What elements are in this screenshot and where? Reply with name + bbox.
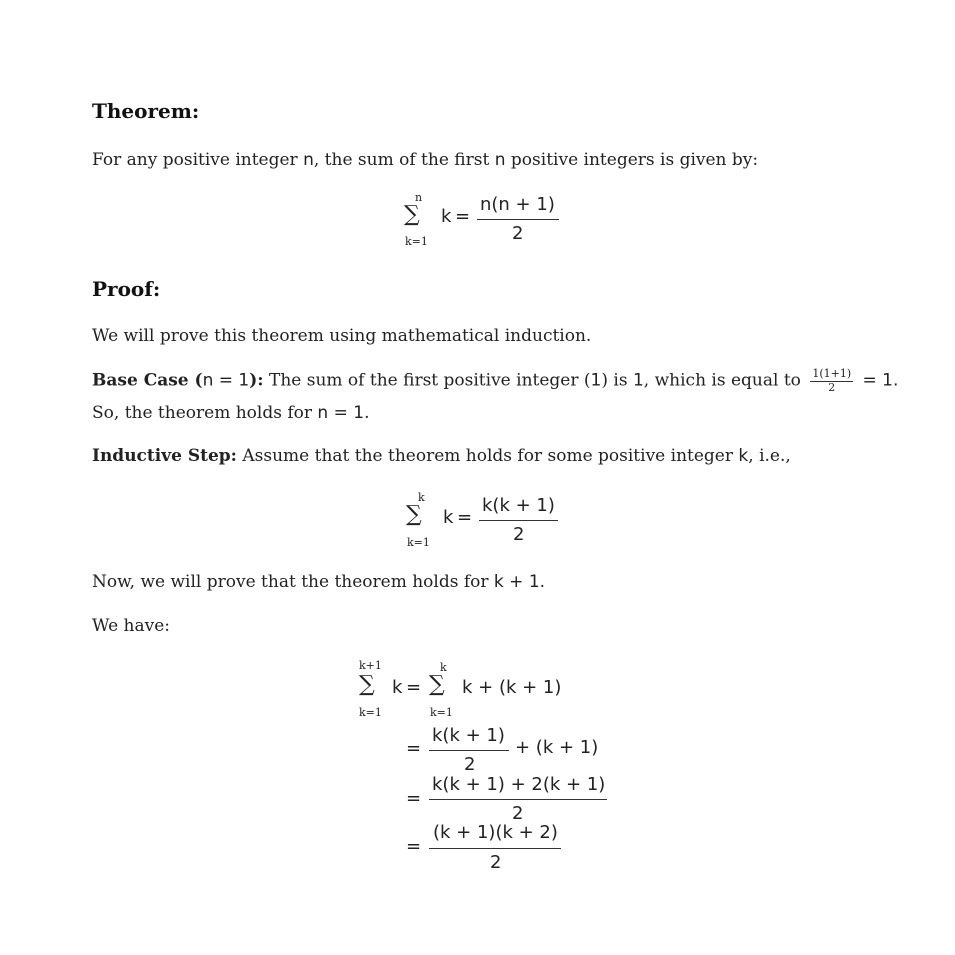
sum-upper-limit: n [415, 191, 423, 204]
fraction-numerator: 1(1+1) [812, 367, 852, 380]
fraction-numerator: k(k + 1) + 2(k + 1) [432, 774, 606, 795]
sigma-icon: ∑ [359, 672, 375, 697]
fraction-bar [429, 848, 561, 849]
base-case-text: . [364, 403, 370, 423]
sum-upper-limit: k [418, 491, 425, 504]
statement-text: , the sum of the first [313, 150, 495, 170]
base-case-conclusion [92, 403, 369, 423]
theorem-heading: Theorem: [92, 99, 200, 123]
sum-term: k [441, 206, 452, 227]
step-tail: + (k + 1) [515, 737, 599, 758]
statement-var-n: n [303, 150, 314, 170]
base-case-text: So, the theorem holds for [92, 403, 318, 423]
sum-term: k [443, 507, 454, 528]
equals-sign: = [406, 738, 422, 759]
base-case-label-close: ): [249, 370, 264, 391]
equals-sign: = [457, 507, 473, 528]
statement-var-n: n [494, 150, 506, 170]
base-case-text: The sum of the first positive integer ( [263, 370, 591, 391]
sigma-icon: ∑ [406, 502, 422, 527]
fraction-bar [477, 219, 559, 220]
inductive-step-text: Assume that the theorem holds for some positive integer [236, 446, 739, 466]
sum-lower-limit: k=1 [430, 706, 453, 719]
we-have-text: We have: [92, 616, 171, 636]
inductive-step-line [92, 446, 791, 466]
proof-intro: We will prove this theorem using mathematical induction. [92, 326, 592, 346]
theorem-statement [92, 150, 758, 170]
sum-upper-limit: k+1 [359, 659, 382, 672]
equals-sign: = [406, 788, 422, 809]
now-text: . [539, 572, 546, 592]
now-line [92, 572, 545, 592]
fraction-bar [479, 520, 558, 521]
base-case-math: 1 [632, 370, 644, 391]
sum-lower-limit: k=1 [359, 706, 382, 719]
statement-text: positive integers is given by: [505, 150, 759, 170]
sigma-icon: ∑ [404, 202, 420, 227]
base-case-math: n = 1 [202, 370, 250, 391]
base-case-line [92, 368, 898, 394]
now-math: k + 1 [493, 572, 540, 592]
sum-expression: k + (k + 1) [462, 677, 562, 698]
fraction-numerator: k(k + 1) [432, 725, 505, 746]
fraction-bar [429, 799, 607, 800]
sigma-icon: ∑ [429, 672, 445, 697]
fraction-bar [429, 750, 509, 751]
base-case-math: 1 [590, 370, 602, 391]
base-case-text: , which is equal to [643, 370, 807, 391]
fraction-denominator: 2 [512, 223, 524, 244]
inductive-step-label: Inductive Step: [92, 446, 237, 466]
proof-heading: Proof: [92, 277, 161, 301]
statement-text: For any positive integer [92, 150, 304, 170]
fraction-denominator: 2 [512, 803, 524, 824]
fraction-numerator: n(n + 1) [480, 194, 555, 215]
fraction-denominator: 2 [490, 852, 502, 873]
base-case-math: n = 1 [317, 403, 365, 423]
base-case-tail: = 1. [857, 370, 899, 391]
sum-term: k [392, 677, 403, 698]
base-case-fraction [810, 368, 853, 394]
fraction-denominator: 2 [464, 754, 476, 775]
inductive-step-math: k [738, 446, 749, 466]
equals-sign: = [406, 836, 422, 857]
fraction-denominator: 2 [513, 524, 525, 545]
fraction-denominator: 2 [828, 380, 836, 394]
inductive-step-text: , i.e., [748, 446, 791, 466]
now-text: Now, we will prove that the theorem holds for [92, 572, 494, 592]
fraction-numerator: k(k + 1) [482, 495, 555, 516]
sum-lower-limit: k=1 [407, 536, 430, 549]
base-case-label: Base Case ( [92, 370, 203, 391]
sum-lower-limit: k=1 [405, 235, 428, 248]
equals-sign: = [406, 677, 422, 698]
base-case-text: ) is [601, 370, 633, 391]
fraction-numerator: (k + 1)(k + 2) [433, 822, 558, 843]
equals-sign: = [455, 206, 471, 227]
sum-upper-limit: k [440, 661, 447, 674]
